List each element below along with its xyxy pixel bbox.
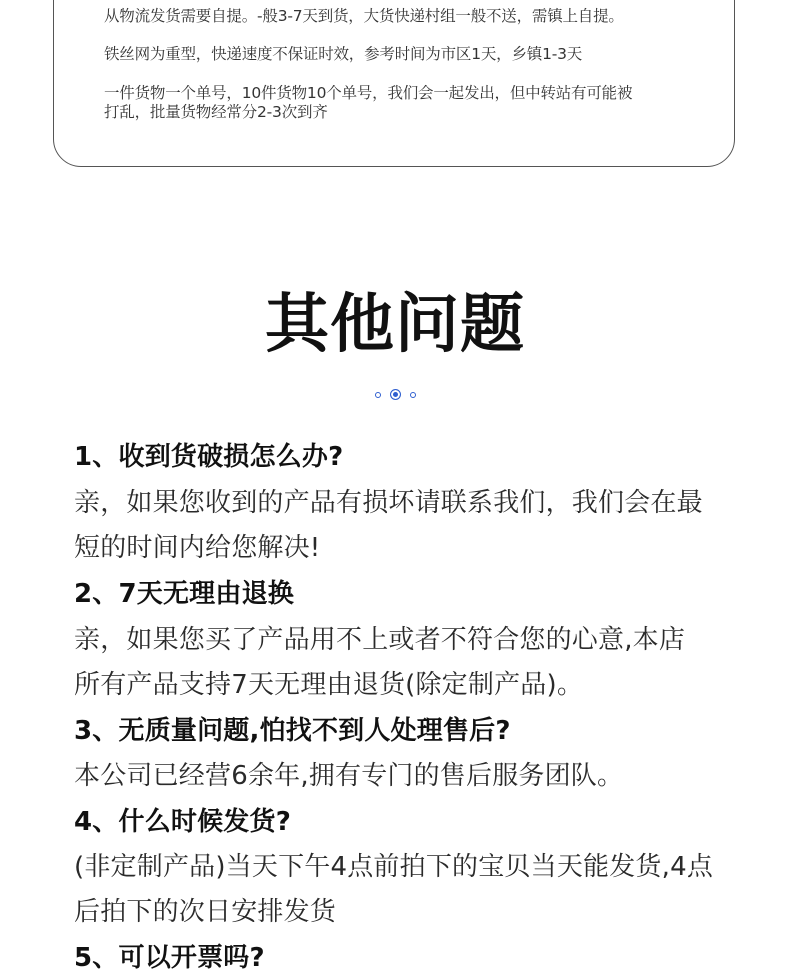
faq-answer-line: 亲，如果您买了产品用不上或者不符合您的心意,本店 bbox=[74, 625, 686, 655]
faq-answer-line: (非定制产品)当天下午4点前拍下的宝贝当天能发货,4点 bbox=[74, 852, 714, 882]
faq-answer-line: 所有产品支持7天无理由退货(除定制产品)。 bbox=[74, 670, 584, 700]
shipping-note: 打乱，批量货物经常分2-3次到齐 bbox=[104, 103, 328, 121]
faq-question: 5、可以开票吗? bbox=[74, 943, 265, 973]
pager-dot bbox=[375, 392, 381, 398]
shipping-note: 铁丝网为重型，快递速度不保证时效，参考时间为市区1天，乡镇1-3天 bbox=[104, 45, 583, 63]
faq-answer-line: 短的时间内给您解决! bbox=[74, 533, 321, 563]
section-title: 其他问题 bbox=[265, 288, 525, 362]
faq-answer-line: 亲，如果您收到的产品有损坏请联系我们，我们会在最 bbox=[74, 488, 703, 518]
faq-answer-line: 本公司已经营6余年,拥有专门的售后服务团队。 bbox=[74, 761, 624, 791]
shipping-note: 从物流发货需要自提。-般3-7天到货，大货快递村组一般不送，需镇上自提。 bbox=[104, 7, 624, 25]
shipping-note: 一件货物一个单号，10件货物10个单号，我们会一起发出，但中转站有可能被 bbox=[104, 84, 633, 102]
faq-question: 2、7天无理由退换 bbox=[74, 579, 294, 609]
faq-question: 3、无质量问题,怕找不到人处理售后? bbox=[74, 716, 511, 746]
pager-dot-active bbox=[390, 389, 401, 400]
faq-question: 1、收到货破损怎么办? bbox=[74, 442, 344, 472]
section-pager-dots bbox=[0, 389, 790, 400]
pager-dot bbox=[410, 392, 416, 398]
faq-question: 4、什么时候发货? bbox=[74, 807, 291, 837]
faq-answer-line: 后拍下的次日安排发货 bbox=[74, 897, 337, 927]
